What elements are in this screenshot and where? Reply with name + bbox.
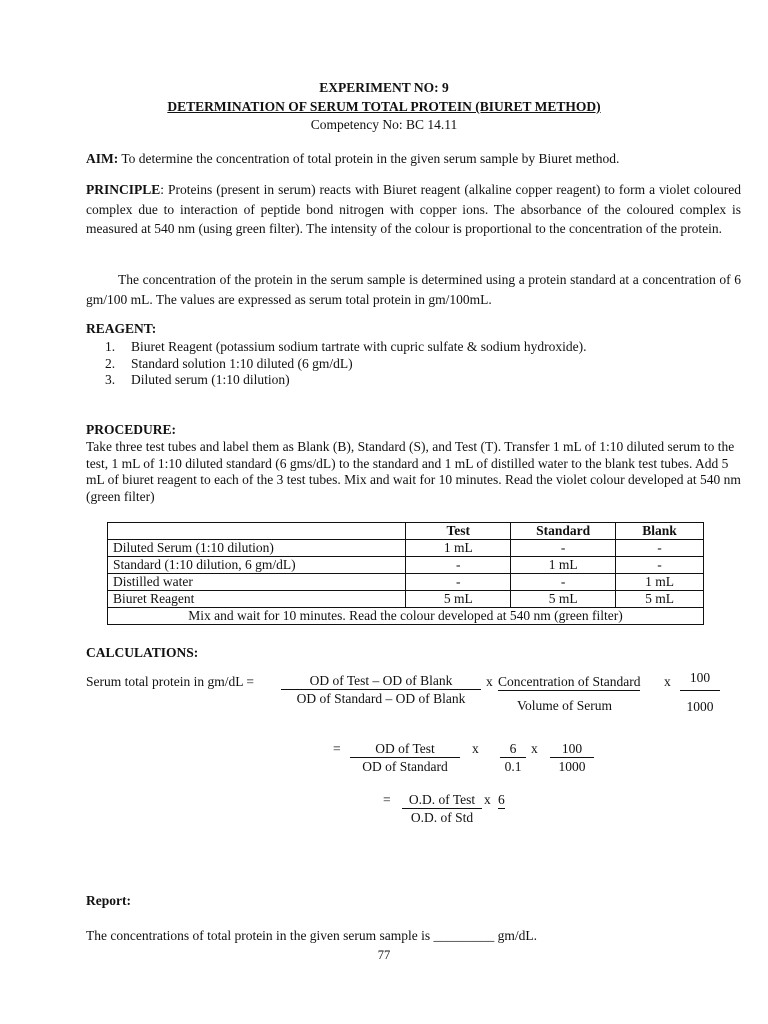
- formula-fraction-6-0.1: $\frac{6}{0.1}$: [500, 741, 526, 775]
- formula-fraction-1: OD of Test – OD of Blank OD of Standard – OD of Blank: [281, 673, 481, 707]
- page-number: 77: [377, 948, 391, 962]
- page-title: DETERMINATION OF SERUM TOTAL PROTEIN (BIURET METHOD): [167, 99, 601, 114]
- procedure-text: Take three test tubes and label them as Blank (B), Standard (S), and Test (T). Transfer 1 mL of 1:10 diluted serum to the test, 1 mL of 1:10 diluted standard (6 gms/dL) to the standard and 1 mL of distilled water to the blank test tubes. Add 5 mL of biuret reagent to each of the 3 test tubes. Mix and wait for 10 minutes. Read the violet colour developed at 540 nm (green filter): [86, 439, 741, 504]
- standard-concentration-value: 6: [498, 792, 505, 807]
- principle-paragraph-2: The concentration of the protein in the serum sample is determined using a protein standard at a concentration of 6 gm/100 mL. The values are expressed as serum total protein in gm/100mL.: [86, 272, 741, 307]
- report-blank[interactable]: _________: [433, 928, 495, 943]
- formula-lhs: Serum total protein in gm/dL =: [86, 674, 254, 689]
- formula-fraction-100-1000: $\frac{100}{1000}$: [680, 670, 720, 715]
- table-footer-row: Mix and wait for 10 minutes. Read the colour developed at 540 nm (green filter): [108, 608, 704, 625]
- competency-number: Competency No: BC 14.11: [310, 117, 458, 132]
- table-row: Diluted Serum (1:10 dilution) 1 mL - -: [108, 540, 704, 557]
- equals-sign: =: [333, 741, 341, 756]
- multiply-sign: x: [484, 792, 491, 807]
- table-header-row: Test Standard Blank: [108, 523, 704, 540]
- reagent-list: [105, 339, 587, 389]
- report-text: The concentrations of total protein in the given serum sample is _________ gm/dL.: [86, 928, 538, 943]
- list-item: 1. Biuret Reagent (potassium sodium tartrate with cupric sulfate & sodium hydroxide).: [105, 339, 587, 354]
- multiply-sign: x: [664, 674, 671, 689]
- aim-text: To determine the concentration of total protein in the given serum sample by Biuret method.: [118, 151, 620, 166]
- volume-of-serum: Volume of Serum: [517, 698, 612, 713]
- principle-label: PRINCIPLE: [86, 182, 161, 197]
- list-item: 2. Standard solution 1:10 diluted (6 gm/dL): [105, 355, 353, 371]
- equals-sign: =: [383, 792, 391, 807]
- formula-fraction-100-1000-2: $\frac{100}{1000}$: [550, 741, 594, 775]
- procedure-table: [107, 522, 704, 625]
- procedure-heading: PROCEDURE:: [86, 422, 176, 437]
- formula-fraction-3: O.D. of Test O.D. of Std: [402, 792, 482, 826]
- principle-section: [86, 180, 741, 239]
- list-item: 3. Diluted serum (1:10 dilution): [105, 372, 290, 387]
- formula-fraction-2: OD of Test OD of Standard: [350, 741, 460, 775]
- concentration-of-standard: Concentration of Standard: [498, 674, 641, 689]
- principle-text: : Proteins (present in serum) reacts with Biuret reagent (alkaline copper reagent) to form a violet coloured complex due to interaction of peptide bond nitrogen with copper ions. The absorbance of the coloured complex is measured at 540 nm (using green filter). The intensity of the colour is proportional to the concentration of the protein.: [86, 182, 741, 236]
- table-row: Biuret Reagent 5 mL 5 mL 5 mL: [108, 591, 704, 608]
- aim-section: [86, 149, 741, 169]
- calculations-heading: CALCULATIONS:: [86, 645, 199, 660]
- multiply-sign: x: [472, 741, 479, 756]
- multiply-sign: x: [531, 741, 538, 756]
- experiment-number: EXPERIMENT NO: 9: [319, 80, 449, 95]
- aim-label: AIM:: [86, 151, 119, 166]
- reagent-heading: REAGENT:: [86, 321, 157, 336]
- report-heading: Report:: [86, 893, 131, 908]
- table-row: Distilled water - - 1 mL: [108, 574, 704, 591]
- multiply-sign: x: [486, 674, 493, 689]
- table-row: Standard (1:10 dilution, 6 gm/dL) - 1 mL -: [108, 557, 704, 574]
